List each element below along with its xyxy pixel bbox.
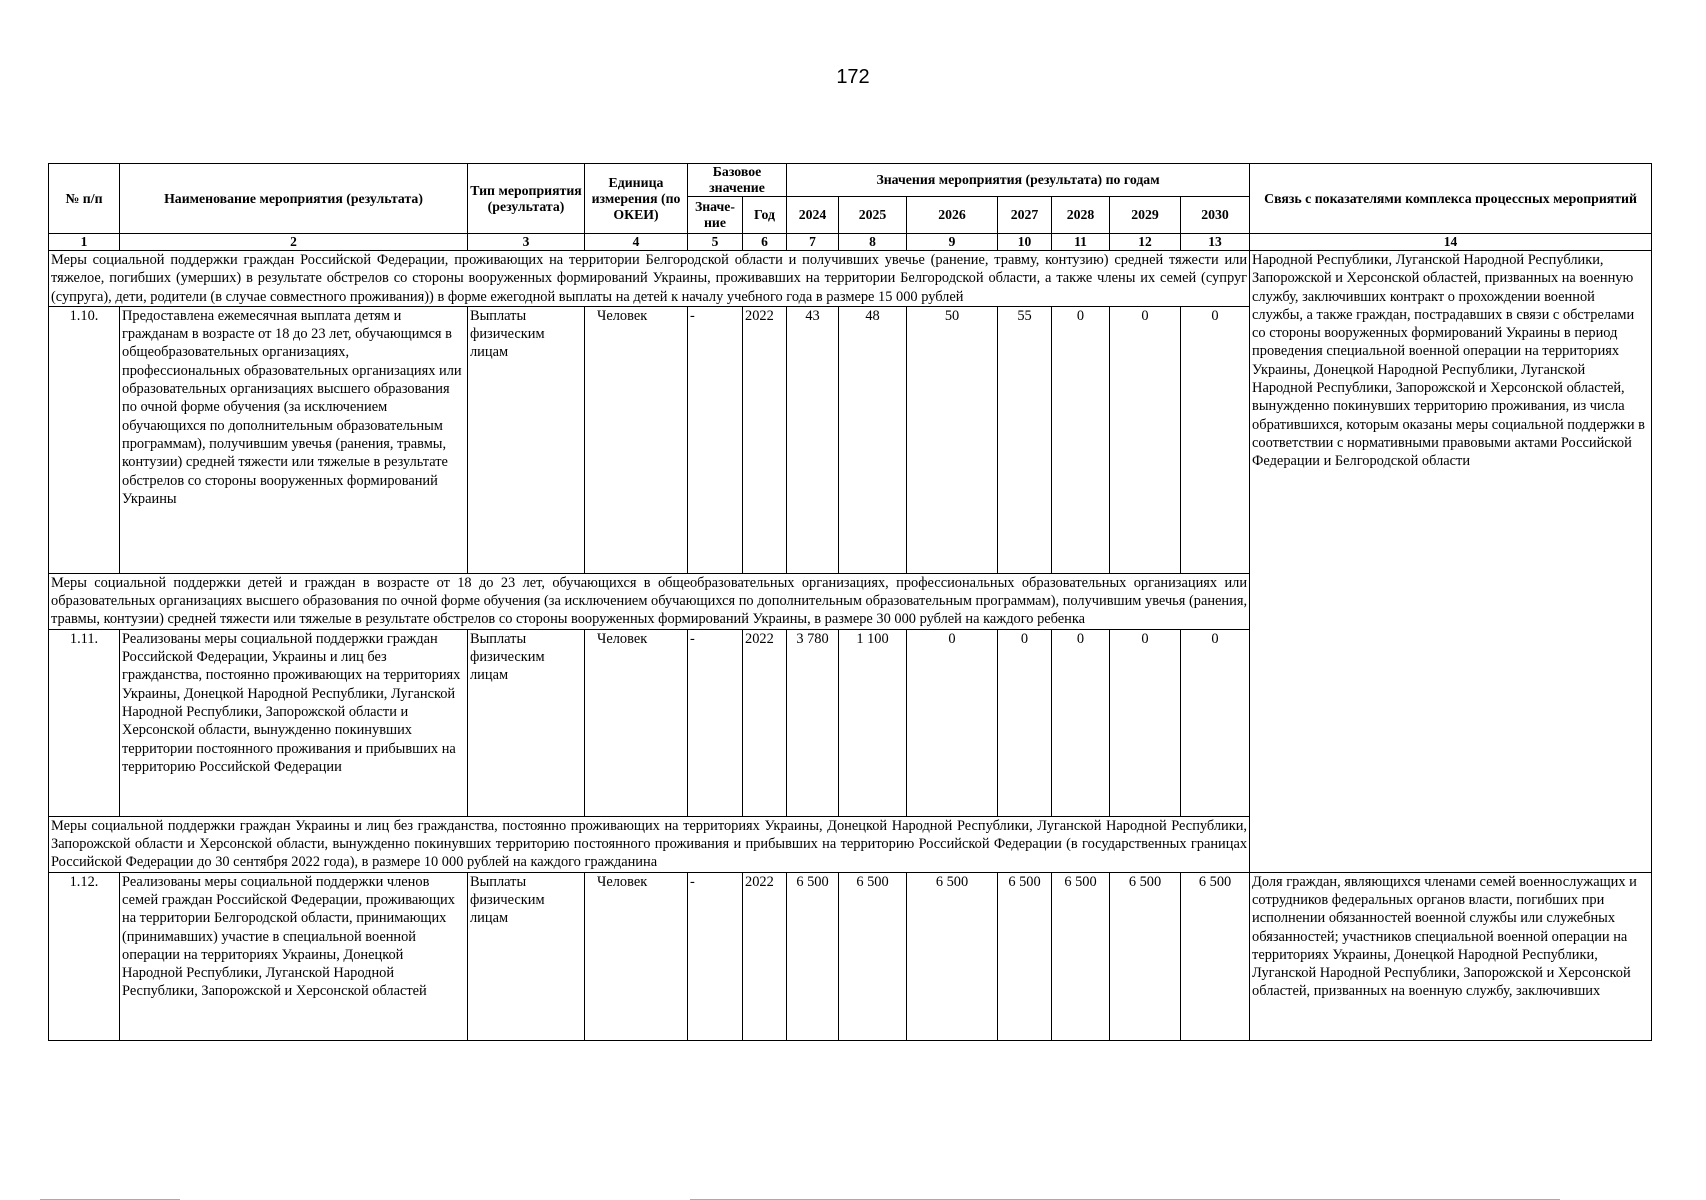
base-value: - bbox=[688, 629, 743, 816]
year-value: 43 bbox=[787, 306, 839, 573]
year-value: 0 bbox=[1052, 306, 1110, 573]
header-base-value: Значе-ние bbox=[688, 197, 743, 234]
header-unit: Единица измерения (по ОКЕИ) bbox=[585, 164, 688, 234]
year-value: 6 500 bbox=[1110, 872, 1181, 1040]
column-number: 1 bbox=[49, 234, 120, 251]
column-number: 14 bbox=[1250, 234, 1652, 251]
row-number: 1.10. bbox=[49, 306, 120, 573]
header-year: 2030 bbox=[1181, 197, 1250, 234]
year-value: 48 bbox=[839, 306, 907, 573]
unit: Человек bbox=[585, 872, 688, 1040]
year-value: 0 bbox=[907, 629, 998, 816]
header-year: 2027 bbox=[998, 197, 1052, 234]
year-value: 0 bbox=[1052, 629, 1110, 816]
section-heading: Меры социальной поддержки детей и граждан в возрасте от 18 до 23 лет, обучающихся в общеобразовательных организациях, профессиональных образовательных организациях или образовательных организациях высшего образования по очной форме обучения (за исключением обучающихся по дополнительным образовательным программам), получившим увечья (ранения, травмы, контузии) средней тяжести или тяжелые в результате обстрелов со стороны вооруженных формирований Украины, в размере 30 000 рублей на каждого ребенка bbox=[49, 573, 1250, 629]
header-base: Базовое значение bbox=[688, 164, 787, 197]
column-number: 6 bbox=[743, 234, 787, 251]
activity-type: Выплаты физическим лицам bbox=[468, 629, 585, 816]
activity-type: Выплаты физическим лицам bbox=[468, 306, 585, 573]
header-years-group: Значения мероприятия (результата) по годам bbox=[787, 164, 1250, 197]
year-value: 1 100 bbox=[839, 629, 907, 816]
section-heading: Меры социальной поддержки граждан Украины и лиц без гражданства, постоянно проживающих на территориях Украины, Донецкой Народной Республики, Луганской Народной Республики, Запорожской области и Херсонской области, вынужденно покинувших территорию постоянного проживания и прибывших на территорию Российской Федерации (в государственных границах Российской Федерации до 30 сентября 2022 года), в размере 10 000 рублей на каждого гражданина bbox=[49, 816, 1250, 872]
row-number: 1.12. bbox=[49, 872, 120, 1040]
column-number: 4 bbox=[585, 234, 688, 251]
header-year: 2024 bbox=[787, 197, 839, 234]
activity-name: Реализованы меры социальной поддержки граждан Российской Федерации, Украины и лиц без гражданства, постоянно проживающих на территориях Украины, Донецкой Народной Республики, Луганской Народной Республики, Запорожской области и Херсонской области, вынужденно покинувших территории постоянного проживания и прибывших на территорию Российской Федерации bbox=[120, 629, 468, 816]
column-number: 10 bbox=[998, 234, 1052, 251]
header-name: Наименование мероприятия (результата) bbox=[120, 164, 468, 234]
activities-table bbox=[48, 163, 1652, 1041]
activity-name: Реализованы меры социальной поддержки членов семей граждан Российской Федерации, проживающих на территории Белгородской области, принимающих (принимавших) участие в специальной военной операции на территориях Украины, Донецкой Народной Республики, Луганской Народной Республики, Запорожской и Херсонской областей bbox=[120, 872, 468, 1040]
column-number: 7 bbox=[787, 234, 839, 251]
indicator-link-text: Народной Республики, Луганской Народной Республики, Запорожской и Херсонской областей, призванных на военную службу, заключивших контракт о прохождении военной службы, а также граждан, пострадавших в связи с обстрелами со стороны вооруженных формирований Украины в период проведения специальной военной операции на территориях Украины, Донецкой Народной Республики, Луганской Народной Республики, Запорожской и Херсонской областей, вынужденно покинувших территорию проживания, из числа обратившихся, которым оказаны меры социальной поддержки в соответствии с нормативными правовыми актами Российской Федерации и Белгородской области bbox=[1250, 251, 1652, 873]
year-value: 6 500 bbox=[1181, 872, 1250, 1040]
column-number: 8 bbox=[839, 234, 907, 251]
column-number: 5 bbox=[688, 234, 743, 251]
year-value: 6 500 bbox=[787, 872, 839, 1040]
unit: Человек bbox=[585, 629, 688, 816]
year-value: 0 bbox=[1181, 629, 1250, 816]
column-number: 13 bbox=[1181, 234, 1250, 251]
header-base-year: Год bbox=[743, 197, 787, 234]
year-value: 6 500 bbox=[907, 872, 998, 1040]
header-type: Тип мероприятия (результата) bbox=[468, 164, 585, 234]
year-value: 6 500 bbox=[1052, 872, 1110, 1040]
header-year: 2026 bbox=[907, 197, 998, 234]
column-number: 9 bbox=[907, 234, 998, 251]
unit: Человек bbox=[585, 306, 688, 573]
base-value: - bbox=[688, 306, 743, 573]
header-year: 2028 bbox=[1052, 197, 1110, 234]
column-numbers-row bbox=[49, 234, 1652, 251]
page-number: 172 bbox=[836, 66, 870, 88]
table-row bbox=[49, 872, 1652, 1040]
base-value: - bbox=[688, 872, 743, 1040]
activity-name: Предоставлена ежемесячная выплата детям и гражданам в возрасте от 18 до 23 лет, обучающимся в общеобразовательных организациях, профессиональных образовательных организациях или образовательных организациях высшего образования по очной форме обучения (за исключением обучающихся по дополнительным образовательным программам), получившим увечья (ранения, травмы, контузии) средней тяжести или тяжелые в результате обстрелов со стороны вооруженных формирований Украины bbox=[120, 306, 468, 573]
year-value: 0 bbox=[1110, 629, 1181, 816]
base-year: 2022 bbox=[743, 629, 787, 816]
year-value: 3 780 bbox=[787, 629, 839, 816]
header-link: Связь с показателями комплекса процессных мероприятий bbox=[1250, 164, 1652, 234]
header-no: № п/п bbox=[49, 164, 120, 234]
year-value: 6 500 bbox=[998, 872, 1052, 1040]
base-year: 2022 bbox=[743, 306, 787, 573]
activity-type: Выплаты физическим лицам bbox=[468, 872, 585, 1040]
column-number: 2 bbox=[120, 234, 468, 251]
base-year: 2022 bbox=[743, 872, 787, 1040]
header-year: 2029 bbox=[1110, 197, 1181, 234]
row-number: 1.11. bbox=[49, 629, 120, 816]
year-value: 0 bbox=[1110, 306, 1181, 573]
section-row bbox=[49, 251, 1652, 307]
column-number: 12 bbox=[1110, 234, 1181, 251]
year-value: 6 500 bbox=[839, 872, 907, 1040]
column-number: 11 bbox=[1052, 234, 1110, 251]
year-value: 55 bbox=[998, 306, 1052, 573]
header-year: 2025 bbox=[839, 197, 907, 234]
indicator-link-text: Доля граждан, являющихся членами семей военнослужащих и сотрудников федеральных органов власти, погибших при исполнении обязанностей военной службы или служебных обязанностей; участников специальной военной операции на территориях Украины, Донецкой Народной Республики, Луганской Народной Республики, Запорожской и Херсонской областей, призванных на военную службу, заключивших bbox=[1250, 872, 1652, 1040]
section-heading: Меры социальной поддержки граждан Российской Федерации, проживающих на территории Белгородской области и получивших увечье (ранение, травму, контузию) средней тяжести или тяжелое, погибших (умерших) в результате обстрелов со стороны вооруженных формирований Украины, проживавших на территории Белгородской области, а также члены их семей (супруг (супруга), дети, родители (в случае совместного проживания)) в форме ежегодной выплаты на детей к началу учебного года в размере 15 000 рублей bbox=[49, 251, 1250, 307]
column-number: 3 bbox=[468, 234, 585, 251]
year-value: 0 bbox=[1181, 306, 1250, 573]
year-value: 50 bbox=[907, 306, 998, 573]
year-value: 0 bbox=[998, 629, 1052, 816]
